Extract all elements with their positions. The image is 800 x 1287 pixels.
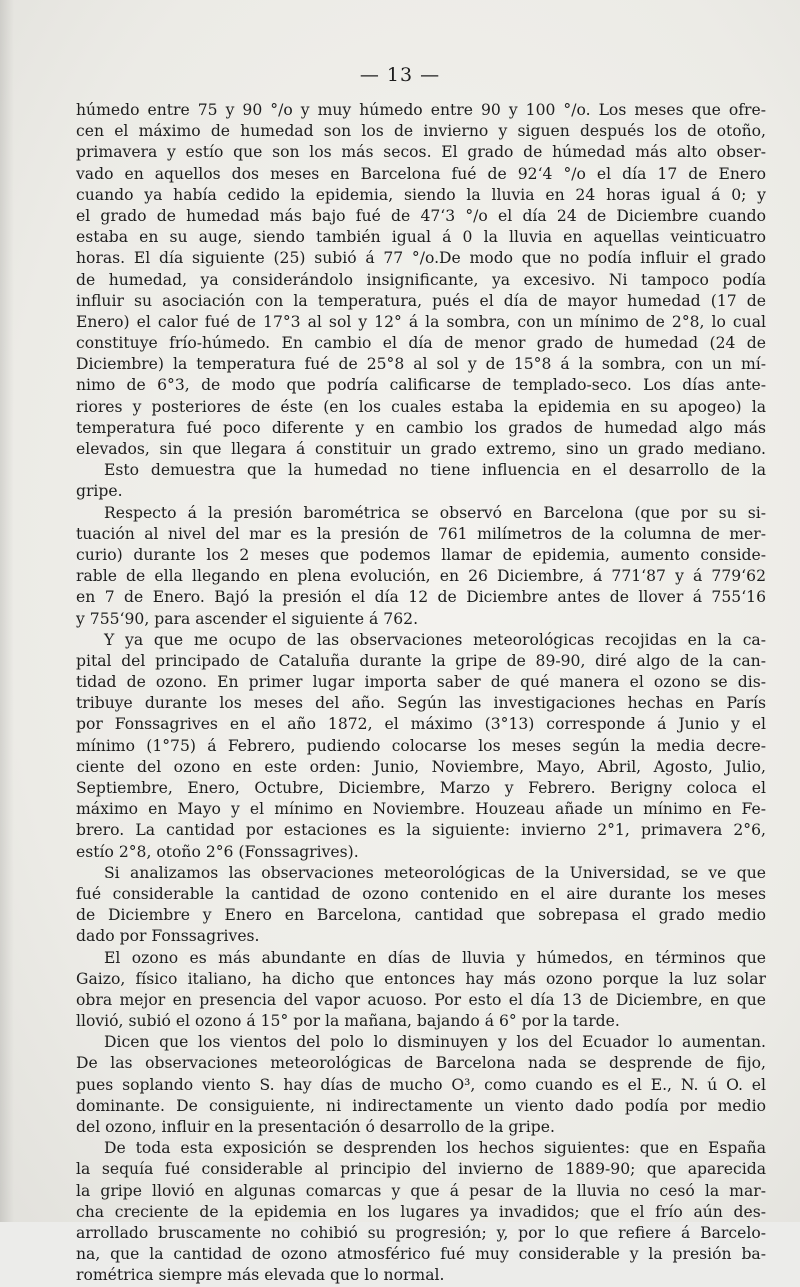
text-line: pues soplando viento S. hay días de mucho O³, como cuando es el E., N. ú O. el <box>76 1075 766 1094</box>
text-line: nimo de 6°3, de modo que podría calificarse de templado-seco. Los días ante- <box>76 376 766 395</box>
text-line: estaba en su auge, siendo también igual á 0 la lluvia en aquellas veinticuatro <box>76 228 766 247</box>
text-line: horas. El día siguiente (25) subió á 77 °/o.De modo que no podía influir el grado <box>76 249 766 268</box>
text-line: De las observaciones meteorológicas de Barcelona nada se desprende de fijo, <box>76 1054 766 1073</box>
text-line: Respecto á la presión barométrica se observó en Barcelona (que por su si- <box>104 503 766 522</box>
text-line: De toda esta exposición se desprenden los hechos siguientes: que en España <box>104 1139 766 1158</box>
text-line: tuación al nivel del mar es la presión de 761 milímetros de la columna de mer- <box>76 524 766 543</box>
text-line: curio) durante los 2 meses que podemos llamar de epidemia, aumento conside- <box>76 545 766 564</box>
text-line: fué considerable la cantidad de ozono contenido en el aire durante los meses <box>76 884 766 903</box>
text-line: de Diciembre y Enero en Barcelona, cantidad que sobrepasa el grado medio <box>76 906 766 925</box>
page-edge-shadow <box>0 0 14 1222</box>
page-number: — 13 — <box>359 64 441 86</box>
text-line: Diciembre) la temperatura fué de 25°8 al sol y de 15°8 á la sombra, con un mí- <box>76 355 766 374</box>
text-line: Y ya que me ocupo de las observaciones meteorológicas recojidas en la ca- <box>104 630 766 649</box>
text-line: Si analizamos las observaciones meteorológicas de la Universidad, se ve que <box>104 863 766 882</box>
text-line: brero. La cantidad por estaciones es la siguiente: invierno 2°1, primavera 2°6, <box>76 821 766 840</box>
text-line: estío 2°8, otoño 2°6 (Fonssagrives). <box>76 842 359 861</box>
text-line: Esto demuestra que la humedad no tiene influencia en el desarrollo de la <box>104 461 766 480</box>
text-line: elevados, sin que llegara á constituir un grado extremo, sino un grado mediano. <box>76 440 766 458</box>
text-line: cuando ya había cedido la epidemia, siendo la lluvia en 24 horas igual á 0; y <box>76 185 766 204</box>
text-line: tribuye durante los meses del año. Según las investigaciones hechas en París <box>76 694 766 713</box>
text-line: Enero) el calor fué de 17°3 al sol y 12° á la sombra, con un mínimo de 2°8, lo cual <box>76 312 766 331</box>
text-line: máximo en Mayo y el mínimo en Noviembre. Houzeau añade un mínimo en Fe- <box>76 800 766 819</box>
text-line: gripe. <box>76 482 123 501</box>
text-line: de humedad, ya considerándolo insignificante, ya excesivo. Ni tampoco podía <box>76 270 766 289</box>
text-line: constituye frío-húmedo. En cambio el día de menor grado de humedad (24 de <box>76 334 766 353</box>
text-line: dominante. De consiguiente, ni indirectamente un viento dado podía por medio <box>76 1096 766 1115</box>
text-line: por Fonssagrives en el año 1872, el máximo (3°13) corresponde á Junio y el <box>76 715 766 734</box>
text-line: mínimo (1°75) á Febrero, pudiendo colocarse los meses según la media decre- <box>76 736 766 755</box>
text-line: la sequía fué considerable al principio del invierno de 1889-90; que aparecida <box>76 1160 766 1179</box>
text-line: ciente del ozono en este orden: Junio, Noviembre, Mayo, Abril, Agosto, Julio, <box>76 757 766 776</box>
text-line: influir su asociación con la temperatura, pués el día de mayor humedad (17 de <box>76 291 766 310</box>
text-line: El ozono es más abundante en días de lluvia y húmedos, en términos que <box>104 948 766 967</box>
text-line: obra mejor en presencia del vapor acuoso. Por esto el día 13 de Diciembre, en que <box>76 990 766 1009</box>
text-line: riores y posteriores de éste (en los cuales estaba la epidemia en su apogeo) la <box>76 397 766 416</box>
text-line: llovió, subió el ozono á 15° por la mañana, bajando á 6° por la tarde. <box>76 1012 620 1031</box>
text-line: del ozono, influir en la presentación ó desarrollo de la gripe. <box>76 1118 555 1136</box>
text-line: la gripe llovió en algunas comarcas y que á pesar de la lluvia no cesó la mar- <box>76 1181 766 1200</box>
text-line: vado en aquellos dos meses en Barcelona fué de 92‘4 °/o el día 17 de Enero <box>76 164 766 183</box>
text-line: rométrica siempre más elevada que lo normal. <box>76 1266 445 1285</box>
text-line: na, que la cantidad de ozono atmosférico fué muy considerable y la presión ba- <box>76 1245 766 1264</box>
text-line: Septiembre, Enero, Octubre, Diciembre, Marzo y Febrero. Berigny coloca el <box>76 779 766 797</box>
text-line: rable de ella llegando en plena evolución, en 26 Diciembre, á 771‘87 y á 779‘62 <box>76 567 766 586</box>
text-line: húmedo entre 75 y 90 °/o y muy húmedo entre 90 y 100 °/o. Los meses que ofre- <box>76 101 766 119</box>
text-line: primavera y estío que son los más secos. El grado de húmedad más alto obser- <box>76 143 766 162</box>
text-line: arrollado bruscamente no cohibió su progresión; y, por lo que refiere á Barcelo- <box>76 1223 766 1242</box>
text-line: tidad de ozono. En primer lugar importa saber de qué manera el ozono se dis- <box>76 673 766 692</box>
text-line: en 7 de Enero. Bajó la presión el día 12 de Diciembre antes de llover á 755‘16 <box>76 588 766 607</box>
text-line: Gaizo, físico italiano, ha dicho que entonces hay más ozono porque la luz solar <box>76 969 766 988</box>
text-line: el grado de humedad más bajo fué de 47‘3 °/o el día 24 de Diciembre cuando <box>76 206 766 225</box>
text-line: Dicen que los vientos del polo lo disminuyen y los del Ecuador lo aumentan. <box>104 1033 766 1052</box>
text-line: pital del principado de Cataluña durante la gripe de 89-90, diré algo de la can- <box>76 651 766 670</box>
body-text <box>76 100 766 1287</box>
text-line: temperatura fué poco diferente y en cambio los grados de humedad algo más <box>76 418 766 437</box>
text-line: y 755‘90, para ascender el siguiente á 762. <box>76 609 419 628</box>
text-line: cen el máximo de humedad son los de invierno y siguen después los de otoño, <box>76 122 766 141</box>
text-line: cha creciente de la epidemia en los lugares ya invadidos; que el frío aún des- <box>76 1202 766 1221</box>
text-line: dado por Fonssagrives. <box>76 927 260 946</box>
